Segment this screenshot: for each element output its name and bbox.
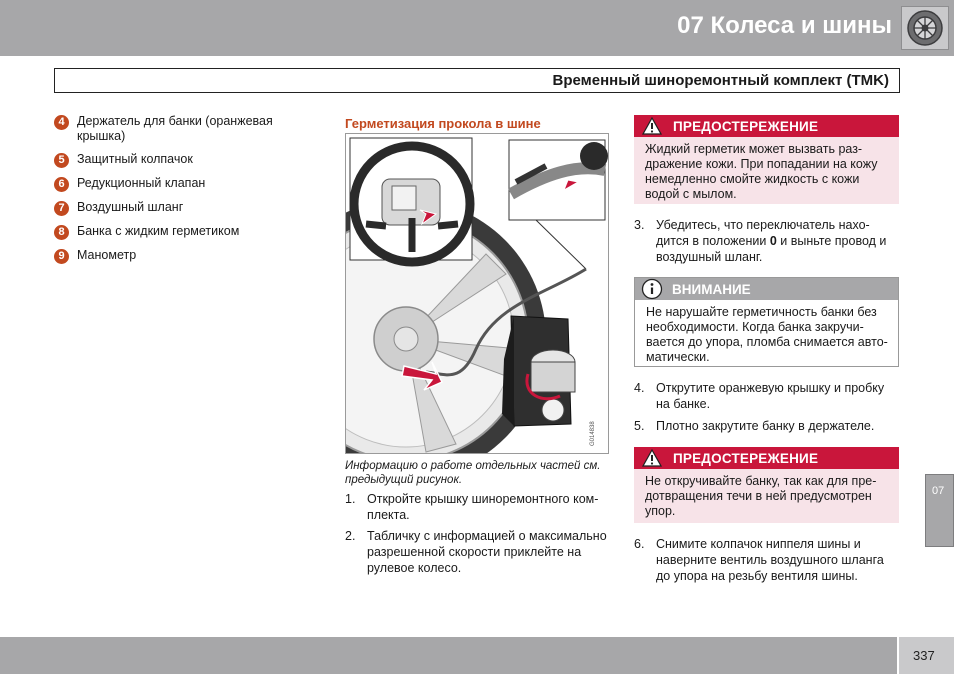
part-label: Защитный колпачок bbox=[77, 152, 193, 166]
step-number: 3. bbox=[634, 218, 645, 232]
step-text: Убедитесь, что переключатель нахо-дится в положении 0 и выньте провод и воздушный шланг. bbox=[656, 218, 887, 264]
number-badge: 4 bbox=[54, 115, 69, 130]
step-3 bbox=[634, 217, 899, 265]
warning-text: Жидкий герметик может вызвать раз-дражение кожи. При попадании на кожу немедленно смойте жидкость с кожи водой с мылом. bbox=[645, 142, 878, 201]
list-item bbox=[54, 176, 294, 192]
step-4 bbox=[634, 380, 899, 412]
part-label: Редукционный клапан bbox=[77, 176, 206, 190]
warning-triangle-icon bbox=[640, 115, 664, 137]
step-text: Откройте крышку шиноремонтного ком-плекта. bbox=[367, 492, 599, 522]
part-label: Банка с жидким герметиком bbox=[77, 224, 240, 238]
image-code: G014838 bbox=[590, 421, 596, 446]
number-badge: 6 bbox=[54, 177, 69, 192]
step-number: 2. bbox=[345, 529, 356, 543]
number-badge: 8 bbox=[54, 225, 69, 240]
note-header bbox=[635, 278, 898, 300]
part-label: Держатель для банки (оранжевая крышка) bbox=[77, 114, 273, 143]
tire-repair-illustration bbox=[345, 133, 609, 454]
chapter-header-bar bbox=[0, 0, 954, 56]
list-item bbox=[54, 200, 294, 216]
footer-bar bbox=[0, 637, 897, 674]
number-badge: 7 bbox=[54, 201, 69, 216]
note-title: ВНИМАНИЕ bbox=[672, 281, 751, 297]
warning-text: Не откручивайте банку, так как для пре-дотвращения течи в ней предусмотрен упор. bbox=[645, 474, 877, 518]
warning-triangle-icon bbox=[640, 447, 664, 469]
warning-box bbox=[634, 447, 899, 523]
note-text: Не нарушайте герметичность банки без необходимости. Когда банка закручи-вается до упора, пломба снимается авто-матически. bbox=[646, 305, 888, 364]
chapter-side-tab[interactable] bbox=[925, 474, 954, 547]
step-text: Плотно закрутите банку в держателе. bbox=[656, 419, 875, 433]
warning-header bbox=[634, 115, 899, 137]
step-6 bbox=[634, 536, 899, 584]
step-text: Табличку с информацией о максимально разрешенной скорости приклейте на рулевое колесо. bbox=[367, 529, 607, 575]
step-number: 4. bbox=[634, 381, 645, 395]
step-number: 1. bbox=[345, 492, 356, 506]
number-badge: 9 bbox=[54, 249, 69, 264]
number-badge: 5 bbox=[54, 153, 69, 168]
note-box bbox=[634, 277, 899, 367]
side-tab-label: 07 bbox=[932, 485, 945, 497]
step-number: 6. bbox=[634, 537, 645, 551]
step-text: Открутите оранжевую крышку и пробку на банке. bbox=[656, 381, 885, 411]
step-number: 5. bbox=[634, 419, 645, 433]
warning-title: ПРЕДОСТЕРЕЖЕНИЕ bbox=[673, 450, 819, 466]
list-item bbox=[54, 248, 294, 264]
chapter-title: 07 Колеса и шины bbox=[677, 12, 892, 39]
step-text: Снимите колпачок ниппеля шины и наверните вентиль воздушного шланга до упора на резьбу вентиля шины. bbox=[656, 537, 884, 583]
section-title: Временный шиноремонтный комплект (TMK) bbox=[552, 72, 889, 89]
wheel-icon bbox=[901, 6, 949, 50]
part-label: Воздушный шланг bbox=[77, 200, 184, 214]
list-item bbox=[54, 114, 294, 144]
page-number-box bbox=[899, 637, 954, 674]
step-5 bbox=[634, 418, 899, 434]
section-header bbox=[54, 68, 900, 93]
warning-title: ПРЕДОСТЕРЕЖЕНИЕ bbox=[673, 118, 819, 134]
warning-box bbox=[634, 115, 899, 204]
step-2 bbox=[345, 528, 610, 576]
warning-header bbox=[634, 447, 899, 469]
step-1 bbox=[345, 491, 610, 523]
switch-position: 0 bbox=[769, 234, 777, 248]
part-label: Манометр bbox=[77, 248, 137, 262]
page-number: 337 bbox=[913, 648, 935, 663]
list-item bbox=[54, 224, 294, 240]
list-item bbox=[54, 152, 294, 168]
figure-caption: Информацию о работе отдельных частей см. предыдущий рисунок. bbox=[345, 460, 601, 486]
parts-list bbox=[54, 114, 294, 272]
info-icon bbox=[641, 278, 663, 300]
procedure-heading: Герметизация прокола в шине bbox=[345, 116, 541, 131]
